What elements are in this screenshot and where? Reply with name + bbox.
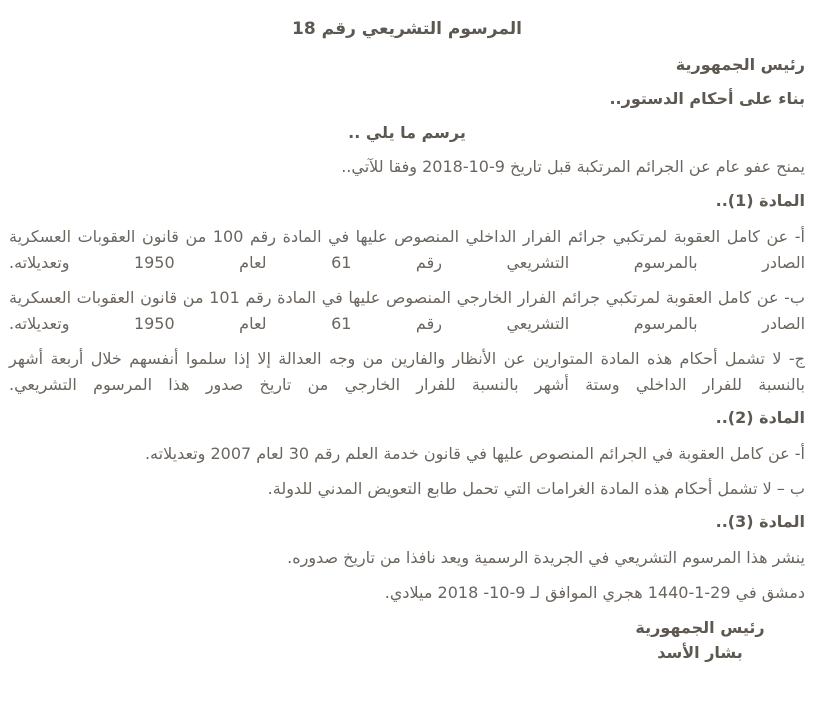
dateline-gregorian-date: 2018 -10-9	[437, 583, 526, 602]
amnesty-text-prefix: يمنح عفو عام عن الجرائم المرتكبة قبل تاريخ	[504, 157, 805, 176]
page-title: المرسوم التشريعي رقم 18	[292, 19, 522, 39]
constitution-line: بناء على أحكام الدستور..	[609, 89, 805, 108]
article-2-item-b: ب – لا تشمل أحكام هذه المادة الغرامات التي تحمل طابع التعويض المدني للدولة.	[267, 479, 805, 498]
amnesty-text-suffix: وفقا للآتي..	[341, 157, 423, 176]
dateline-middle: هجري الموافق لـ	[525, 583, 648, 602]
dateline-prefix: دمشق في	[730, 583, 805, 602]
article-3-heading: المادة (3)..	[715, 512, 805, 531]
article-1-item-b: ب- عن كامل العقوبة لمرتكبي جرائم الفرار الخارجي المنصوص عليها في المادة رقم 101 من قانون العقوبات العسكرية الصادر بالمرسوم التشريعي رقم 61 لعام 1950 وتعديلاته.	[9, 288, 806, 333]
article-1-heading: المادة (1)..	[715, 191, 805, 210]
president-heading: رئيس الجمهورية	[675, 55, 805, 74]
article-2-heading: المادة (2)..	[715, 408, 805, 427]
dateline-hijri-date: 1440-1-29	[647, 583, 731, 602]
decree-intro: يرسم ما يلي ..	[348, 123, 466, 142]
dateline	[9, 580, 805, 606]
amnesty-line	[9, 156, 805, 178]
article-2-item-a: أ- عن كامل العقوبة في الجرائم المنصوص عليها في قانون خدمة العلم رقم 30 لعام 2007 وتعديلاته.	[144, 444, 805, 463]
article-1-item-a: أ- عن كامل العقوبة لمرتكبي جرائم الفرار الداخلي المنصوص عليها في المادة رقم 100 من قانون العقوبات العسكرية الصادر بالمرسوم التشريعي رقم 61 لعام 1950 وتعديلاته.	[9, 227, 806, 272]
signature-block	[625, 615, 775, 665]
amnesty-date: 2018-10-9	[422, 157, 505, 176]
article-1-item-c: ج- لا تشمل أحكام هذه المادة المتوارين عن الأنظار والفارين من وجه العدالة إلا إذا سلموا أنفسهم خلال أربعة أشهر بالنسبة للفرار الداخلي وستة أشهر بالنسبة للفرار الخارجي من تاريخ صدور هذا المرسوم التشريعي.	[9, 349, 805, 394]
signature-title: رئيس الجمهورية	[635, 618, 765, 637]
article-3-body: ينشر هذا المرسوم التشريعي في الجريدة الرسمية ويعد نافذا من تاريخ صدوره.	[287, 548, 805, 567]
dateline-suffix: ميلادي.	[384, 583, 438, 602]
signature-name: بشار الأسد	[657, 643, 743, 662]
